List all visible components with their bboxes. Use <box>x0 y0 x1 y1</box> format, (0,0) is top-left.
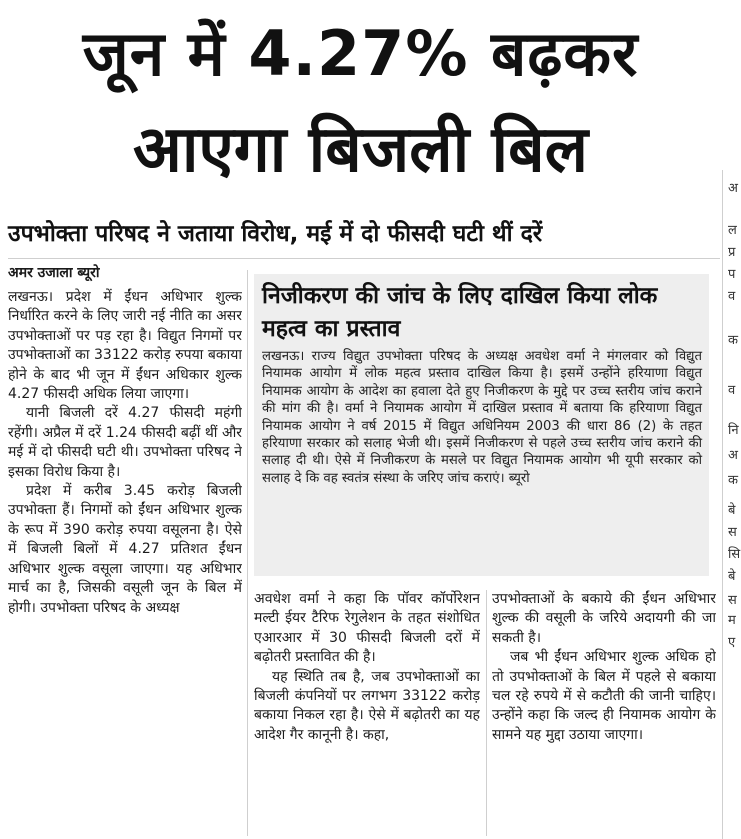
edge-fragment: स <box>728 525 737 540</box>
paragraph: अवधेश वर्मा ने कहा कि पॉवर कॉर्पोरेशन मल्टी ईयर टैरिफ रेगुलेशन के तहत संशोधित एआरआर में 30 फीसदी बिजली दरों में बढ़ोतरी प्रस्तावित की है। <box>254 591 480 666</box>
headline-line-2: आएगा बिजली बिल <box>132 113 589 187</box>
paragraph: यह स्थिति तब है, जब उपभोक्ताओं का बिजली कंपनियों पर लगभग 33122 करोड़ बकाया निकल रहा है। ऐसे में बढ़ोतरी का यह आदेश गैर कानूनी है। कहा, <box>254 668 480 743</box>
edge-fragment: व <box>728 289 736 304</box>
byline: अमर उजाला ब्यूरो <box>8 265 100 281</box>
edge-fragment: अ <box>728 448 738 463</box>
page-edge-divider <box>722 170 723 839</box>
paragraph: उपभोक्ताओं के बकाये की ईंधन अधिभार शुल्क की वसूली के जरिये अदायगी की जा सकती है। <box>492 591 716 646</box>
sidebar-box-title: निजीकरण की जांच के लिए दाखिल किया लोक महत्व का प्रस्ताव <box>262 283 658 342</box>
paragraph: प्रदेश में करीब 3.45 करोड़ बिजली उपभोक्ता हैं। निगमों को ईंधन अधिभार शुल्क के रूप में 390 करोड़ रुपया वसूलना है। ऐसे में बिजली बिलों में 4.27 प्रतिशत ईंधन अधिभार शुल्क वसूला जाएगा। यह अधिभार मार्च का है, जिसकी वसूली जून के बिल में होगी। उपभोक्ता परिषद के अध्यक्ष <box>8 483 242 616</box>
edge-fragment: प्र <box>728 245 736 260</box>
edge-fragment: क <box>728 473 738 488</box>
headline-line-1: जून में 4.27% बढ़कर <box>82 17 639 90</box>
article-column-3 <box>492 590 716 836</box>
edge-fragment: क <box>728 333 738 348</box>
edge-fragment: ल <box>728 223 737 238</box>
edge-fragment: सि <box>728 547 741 562</box>
edge-fragment: बे <box>728 503 736 518</box>
sidebar-box-body: लखनऊ। राज्य विद्युत उपभोक्ता परिषद के अध्यक्ष अवधेश वर्मा ने मंगलवार को विद्युत नियामक आयोग में लोक महत्व प्रस्ताव दाखिल किया है। इसमें उन्होंने हरियाणा विद्युत नियामक आयोग के आदेश का हवाला देते हुए निजीकरण के मुद्दे पर उच्च स्तरीय जांच कराने की मांग की है। वर्मा ने नियामक आयोग में दाखिल प्रस्ताव में बताया कि हरियाणा विद्युत नियामक आयोग ने वर्ष 2015 में विद्युत अधिनियम 2003 की धारा 86 (2) के तहत हरियाणा सरकार को सलाह भेजी थी। इसमें निजीकरण से पहले उच्च स्तरीय जांच कराने की सलाह दी थी। ऐसे में निजीकरण के मसले पर विद्युत नियामक आयोग भी यूपी सरकार को सलाह दे कि वह स्वतंत्र संस्था के जरिए जांच कराएं। ब्यूरो <box>262 349 702 486</box>
subhead-divider <box>8 258 720 259</box>
column-divider <box>247 270 248 836</box>
column-divider <box>486 590 487 836</box>
subheadline: उपभोक्ता परिषद ने जताया विरोध, मई में दो फीसदी घटी थीं दरें <box>8 221 543 247</box>
edge-fragment: म <box>728 613 736 628</box>
edge-fragment: नि <box>728 423 739 438</box>
edge-fragment: स <box>728 593 737 608</box>
edge-fragment: बे <box>728 569 736 584</box>
edge-fragment: व <box>728 383 736 398</box>
edge-fragment: ए <box>728 635 736 650</box>
paragraph: जब भी ईंधन अधिभार शुल्क अधिक हो तो उपभोक्ताओं के बिल में पहले से बकाया चल रहे रुपये में से कटौती की जानी चाहिए। उन्होंने कहा कि जल्द ही नियामक आयोग के सामने यह मुद्दा उठाया जाएगा। <box>492 649 716 743</box>
adjacent-article-edge <box>726 170 741 839</box>
article-column-2 <box>254 590 480 836</box>
edge-fragment: अ <box>728 181 738 196</box>
paragraph: यानी बिजली दरें 4.27 फीसदी महंगी रहेंगी। अप्रैल में दरें 1.24 फीसदी बढ़ीं थीं और मई में दो फीसदी घटी थी। उपभोक्ता परिषद ने इसका विरोध किया है। <box>8 405 242 480</box>
article-column-1 <box>8 288 242 836</box>
paragraph: लखनऊ। प्रदेश में ईंधन अधिभार शुल्क निर्धारित करने के लिए जारी नई नीति का असर उपभोक्ताओं पर पड़ रहा है। विद्युत निगमों पर उपभोक्ताओं का 33122 करोड़ रुपया बकाया होने के बाद भी जून में ईंधन अधिकार शुल्क 4.27 फीसदी अधिक लिया जाएगा। <box>8 289 242 403</box>
edge-fragment: प <box>728 267 736 282</box>
